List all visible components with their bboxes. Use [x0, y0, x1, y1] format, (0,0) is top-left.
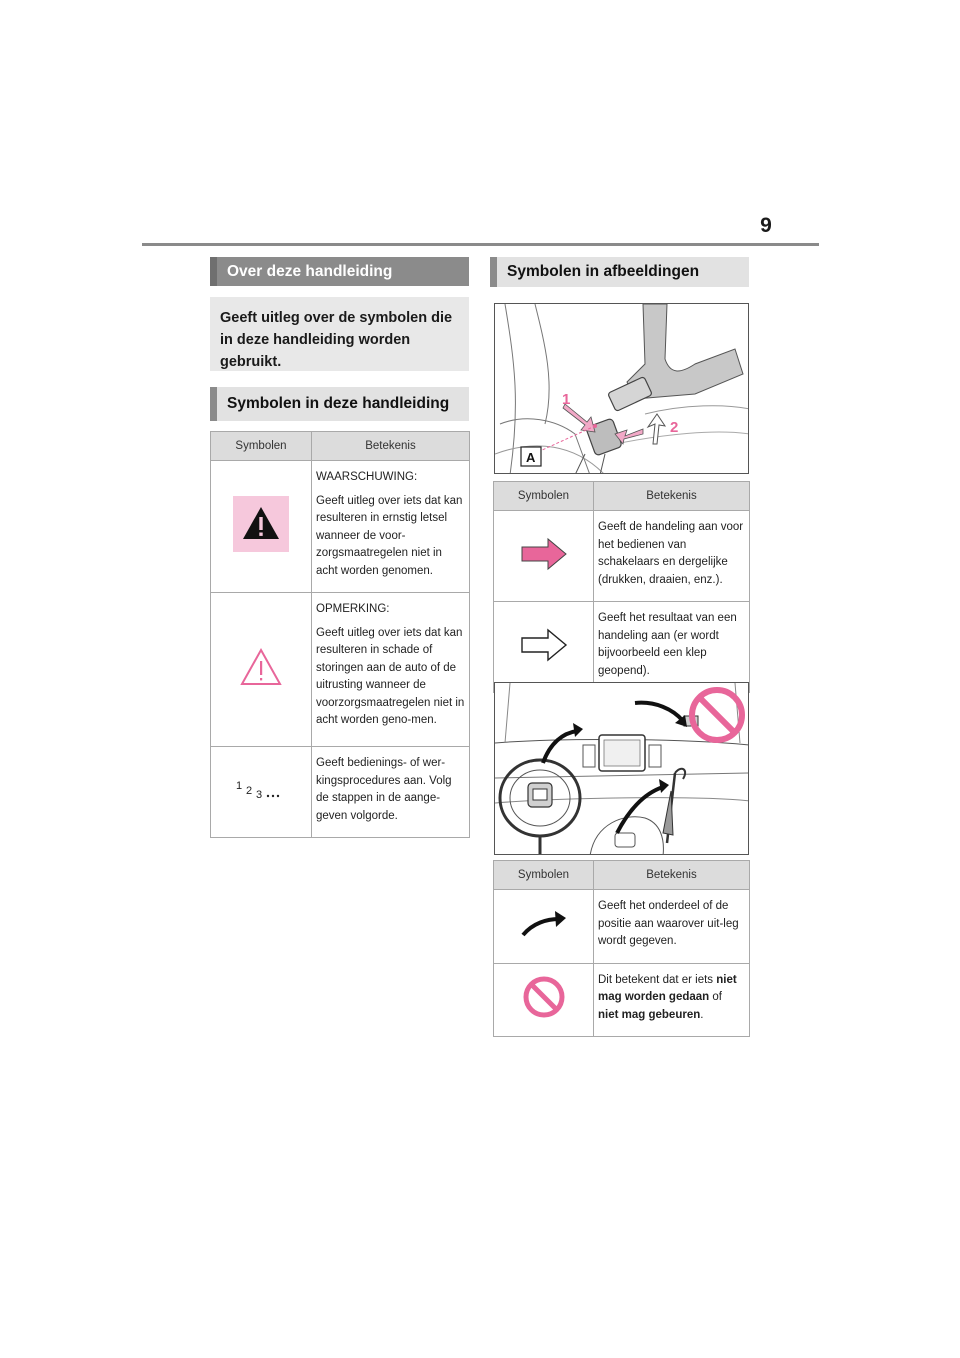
section-title-text: Symbolen in afbeeldingen	[507, 263, 700, 280]
symbol-cell	[211, 747, 312, 838]
header-rule	[142, 243, 819, 246]
section-title-text: Over deze handleiding	[227, 262, 393, 280]
seatbelt-illustration	[494, 303, 749, 474]
meaning-cell	[312, 461, 470, 593]
seatbelt-drawing	[495, 304, 749, 474]
column-header-betekenis: Betekenis	[594, 861, 750, 890]
prohibition-text	[598, 972, 745, 1025]
meaning-cell	[594, 602, 750, 693]
intro-text: Geeft uitleg over de symbolen die in deze handleiding worden gebruikt.	[220, 310, 453, 370]
subsection-title-symbolen	[210, 387, 469, 421]
section-title-afbeeldingen	[490, 257, 749, 287]
intro-box	[210, 297, 469, 371]
notice-text: Geeft uitleg over iets dat kan resulteren in schade of storingen aan de auto of de uitrusting wanneer de voorzorgsmaatregelen niet in acht worden geno-men.	[316, 626, 465, 726]
figure-label-1: 1	[562, 391, 571, 408]
column-header-symbolen: Symbolen	[494, 482, 594, 511]
meaning-cell	[594, 511, 750, 602]
prohibition-bold-2: niet mag gebeuren	[598, 1008, 701, 1021]
meaning-cell	[312, 747, 470, 838]
warning-label: WAARSCHUWING:	[316, 471, 418, 483]
curved-pointer-arrow-icon	[519, 909, 569, 939]
prohibition-text-pre: Dit betekent dat er iets	[598, 973, 714, 986]
outline-result-arrow-icon	[520, 628, 568, 662]
symbols-table-left	[210, 431, 470, 838]
operation-text: Geeft de handeling aan voor het bedienen van schakelaars en dergelijke (drukken, draaien, enz.).	[598, 521, 744, 586]
meaning-cell	[594, 963, 750, 1037]
subsection-title-text: Symbolen in deze handleiding	[227, 395, 450, 412]
prohibition-text-post: .	[700, 1008, 704, 1021]
symbol-cell	[211, 461, 312, 593]
page-number: 9	[760, 214, 772, 237]
symbol-cell	[494, 511, 594, 602]
figure-label-a: A	[526, 450, 536, 465]
svg-text:2: 2	[246, 784, 253, 797]
pink-operation-arrow-icon	[520, 537, 568, 571]
prohibition-text-mid: of	[712, 991, 722, 1003]
svg-text:3: 3	[256, 788, 263, 801]
dashboard-drawing	[495, 683, 749, 855]
symbol-cell	[211, 593, 312, 747]
meaning-cell	[312, 593, 470, 747]
symbols-table-right-1	[493, 481, 750, 693]
symbol-cell	[494, 963, 594, 1037]
warning-text: Geeft uitleg over iets dat kan resulteren in ernstig letsel wanneer de voor-zorgsmaatregelen niet in acht worden genomen.	[316, 494, 463, 577]
column-header-betekenis: Betekenis	[312, 432, 470, 461]
position-text: Geeft het onderdeel of de positie aan waarover uit-leg wordt gegeven.	[598, 900, 739, 947]
section-title-over-handleiding	[210, 257, 469, 286]
meaning-cell	[594, 890, 750, 964]
column-header-symbolen: Symbolen	[211, 432, 312, 461]
svg-text:1: 1	[236, 779, 243, 792]
warning-triangle-filled-icon	[233, 496, 289, 552]
step-numbers-icon	[233, 778, 289, 802]
result-text: Geeft het resultaat van een handeling aan (er wordt bijvoorbeeld een klep geopend).	[598, 612, 737, 677]
prohibition-icon	[522, 975, 566, 1019]
warning-triangle-outline-icon	[239, 647, 283, 687]
steps-text: Geeft bedienings- of wer-kingsprocedures aan. Volg de stappen in de aange-geven volgorde.	[316, 757, 452, 822]
symbol-cell	[494, 890, 594, 964]
notice-label: OPMERKING:	[316, 603, 390, 615]
dashboard-illustration	[494, 682, 749, 855]
figure-label-2: 2	[670, 419, 679, 436]
symbols-table-right-2	[493, 860, 750, 1037]
symbol-cell	[494, 602, 594, 693]
column-header-symbolen: Symbolen	[494, 861, 594, 890]
column-header-betekenis: Betekenis	[594, 482, 750, 511]
prohibition-bold-1: niet mag worden gedaan	[598, 973, 737, 1003]
